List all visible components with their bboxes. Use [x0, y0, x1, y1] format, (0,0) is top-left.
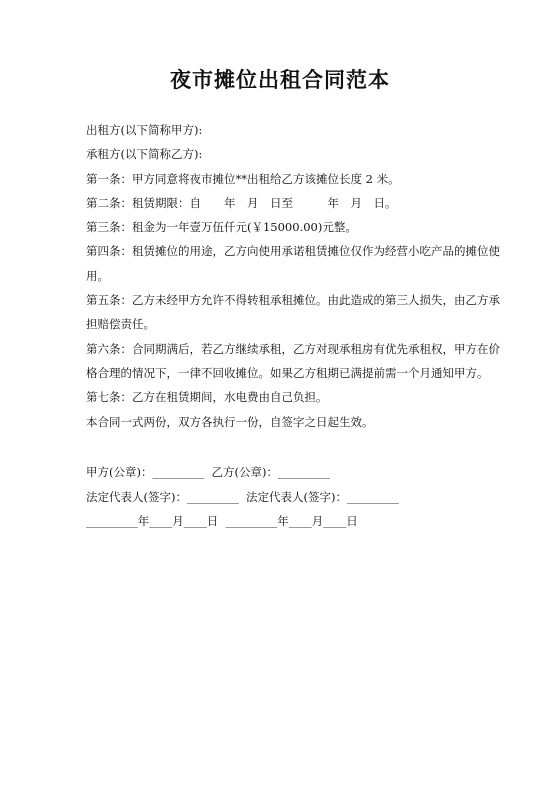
clause-5: 第五条：乙方未经甲方允许不得转租承租摊位。由此造成的第三人损失，由乙方承担赔偿责任。: [86, 293, 500, 332]
lessor-line: 出租方(以下简称甲方):: [86, 123, 203, 137]
clause-6: 第六条：合同期满后，若乙方继续承租，乙方对现承租房有优先承租权，甲方在价格合理的情况下，一律不回收摊位。如果乙方租期已满提前需一个月通知甲方。: [86, 341, 500, 380]
clause-4: 第四条：租赁摊位的用途，乙方向使用承诺租赁摊位仅作为经营小吃产品的摊位使用。: [86, 244, 500, 283]
clause-2: 第二条：租赁期限：自 年 月 日至 年 月 日。: [86, 195, 397, 210]
clause-1: 第一条：甲方同意将夜市摊位**出租给乙方该摊位长度 2 米。: [86, 171, 400, 186]
clause-3: 第三条：租金为一年壹万伍仟元(￥15000.00)元整。: [86, 220, 357, 235]
signature-block: [86, 460, 516, 534]
seal-line: 甲方(公章)：_________ 乙方(公章)：_________: [86, 465, 330, 479]
lessee-line: 承租方(以下简称乙方):: [86, 147, 203, 162]
contract-body: [86, 118, 506, 434]
date-line: _________年____月____日 _________年____月____日: [86, 514, 358, 528]
document-title: 夜市摊位出租合同范本: [170, 68, 390, 92]
clause-7: 第七条：乙方在租赁期间，水电费由自己负担。: [86, 390, 328, 405]
representative-signature-line: 法定代表人(签字)：_________ 法定代表人(签字)：_________: [86, 489, 399, 504]
closing-statement: 本合同一式两份，双方各执行一份，自签字之日起生效。: [86, 414, 374, 429]
